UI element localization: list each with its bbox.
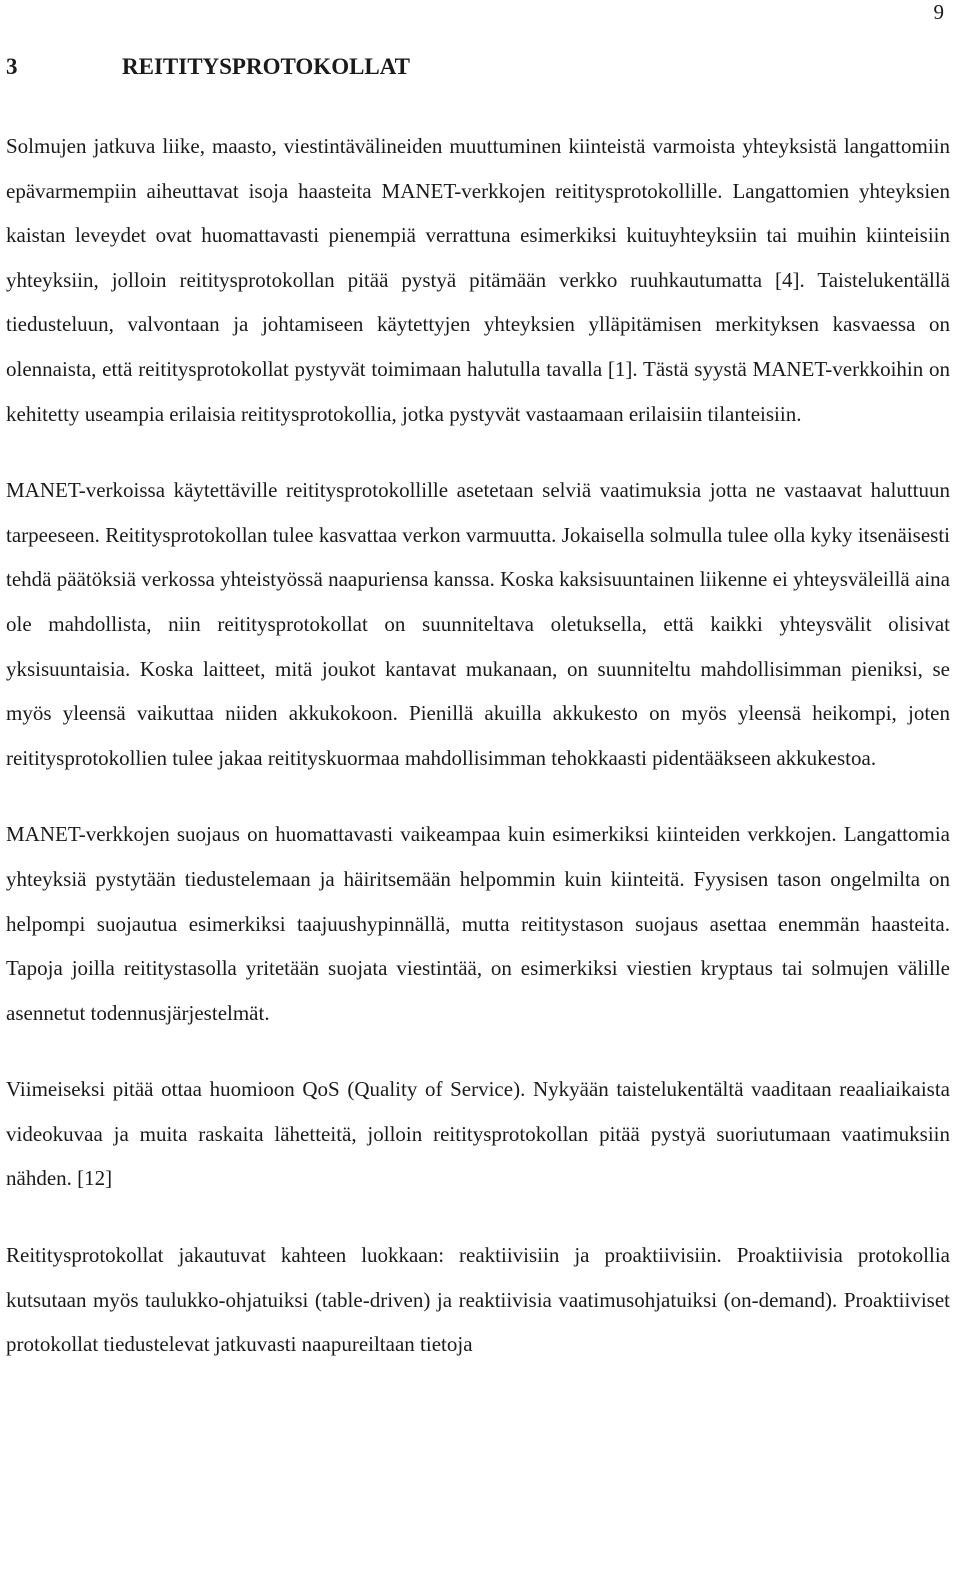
section-number: 3 [6, 54, 18, 79]
paragraph-2: MANET-verkoissa käytettäville reititysprotokollille asetetaan selviä vaatimuksia jotta ne vastaavat haluttuun tarpeeseen. Reititysprotokollan tulee kasvattaa verkon varmuutta. Jokaisella solmulla tulee olla kyky itsenäisesti tehdä päätöksiä verkossa yhteistyössä naapuriensa kanssa. Koska kaksisuuntainen liikenne ei yhteysväleillä aina ole mahdollista, niin reititysprotokollat on suunniteltava oletuksella, että kaikki yhteysvälit olisivat yksisuuntaisia. Koska laitteet, mitä joukot kantavat mukanaan, on suunniteltu mahdollisimman pieniksi, se myös yleensä vaikuttaa niiden akkukokoon. Pienillä akuilla akkukesto on myös yleensä heikompi, joten reititysprotokollien tulee jakaa reitityskuormaa mahdollisimman tehokkaasti pidentääkseen akkukestoa. [6, 478, 950, 770]
section-title: REITITYSPROTOKOLLAT [122, 54, 411, 79]
paragraph-5: Reititysprotokollat jakautuvat kahteen luokkaan: reaktiivisiin ja proaktiivisiin. Proaktiivisia protokollia kutsutaan myös taulukko-ohjatuiksi (table-driven) ja reaktiivisia vaatimusohjatuiksi (on-demand). Proaktiiviset protokollat tiedustelevat jatkuvasti naapureiltaan tietoja [6, 1243, 950, 1357]
section-heading [6, 52, 410, 82]
paragraph-4: Viimeiseksi pitää ottaa huomioon QoS (Quality of Service). Nykyään taistelukentältä vaaditaan reaaliaikaista videokuvaa ja muita raskaita lähetteitä, jolloin reititysprotokollan pitää pystyä suoriutumaan vaatimuksiin nähden. [12] [6, 1077, 950, 1191]
paragraph-1: Solmujen jatkuva liike, maasto, viestintävälineiden muuttuminen kiinteistä varmoista yhteyksistä langattomiin epävarmempiin aiheuttavat isoja haasteita MANET-verkkojen reititysprotokollille. Langattomien yhteyksien kaistan leveydet ovat huomattavasti pienempiä verrattuna esimerkiksi kuituyhteyksiin tai muihin kiinteisiin yhteyksiin, jolloin reititysprotokollan pitää pystyä pitämään verkko ruuhkautumatta [4]. Taistelukentällä tiedusteluun, valvontaan ja johtamiseen käytettyjen yhteyksien ylläpitämisen merkityksen kasvaessa on olennaista, että reititysprotokollat pystyvät toimimaan halutulla tavalla [1]. Tästä syystä MANET-verkkoihin on kehitetty useampia erilaisia reititysprotokollia, jotka pystyvät vastaamaan erilaisiin tilanteisiin. [6, 134, 950, 426]
paragraph-3: MANET-verkkojen suojaus on huomattavasti vaikeampaa kuin esimerkiksi kiinteiden verkkojen. Langattomia yhteyksiä pystytään tiedustelemaan ja häiritsemään helpommin kuin kiinteitä. Fyysisen tason ongelmilta on helpompi suojautua esimerkiksi taajuushypinnällä, mutta reititystason suojaus asettaa enemmän haasteita. Tapoja joilla reititystasolla yritetään suojata viestintää, on esimerkiksi viestien kryptaus tai solmujen välille asennetut todennusjärjestelmät. [6, 822, 950, 1025]
body-text [6, 124, 950, 1399]
page-number: 9 [933, 0, 944, 24]
